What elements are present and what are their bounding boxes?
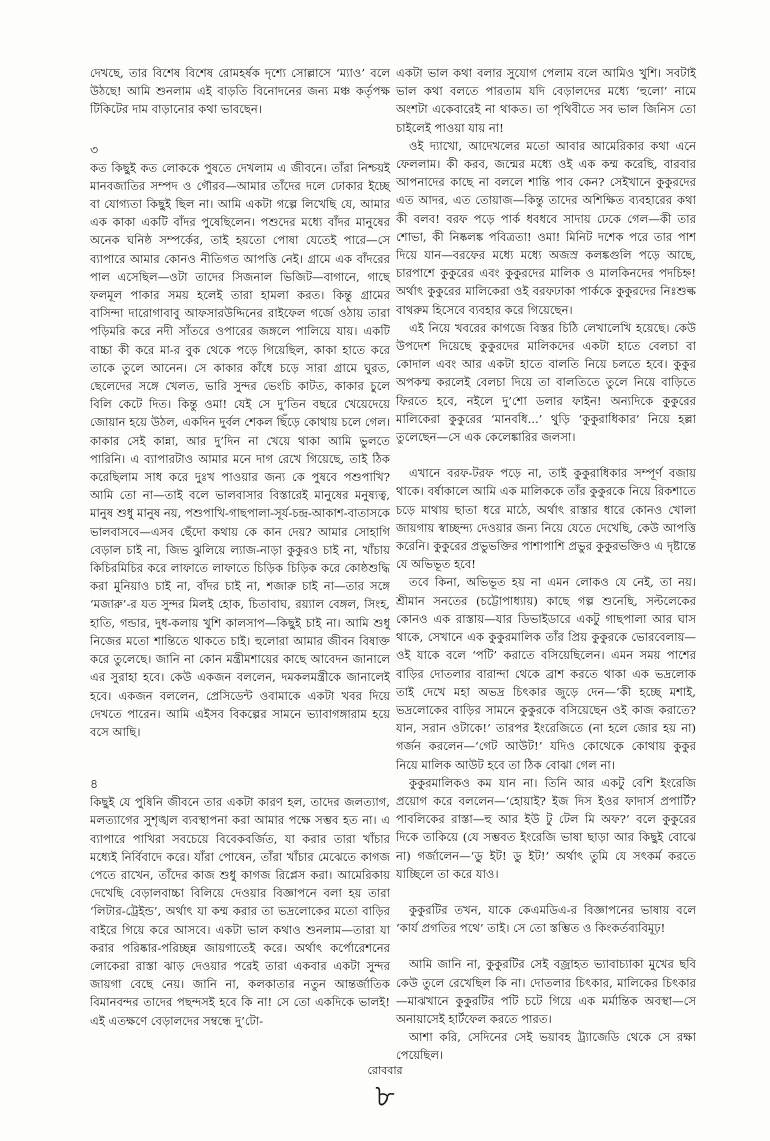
page-footer xyxy=(0,1064,770,1114)
paragraph-1: একটা ভাল কথা বলার সুযোগ পেলাম বলে আমিও খুশি। সবটাই ভাল কথা বলতে পারতাম যদি বেড়ালদের মধ্যে ‘হুলো’ নামে অংশটা একেবারেই না থাকত। তা পৃথিবীতে সব ভাল জিনিস তো চাইলেই পাওয়া যায় না! xyxy=(396,66,696,135)
publication-name: রোববার xyxy=(367,1064,403,1077)
section-3-paragraph: কত কিছুই কত লোককে পুষতে দেখলাম এ জীবনে। তাঁরা নিশ্চয়ই মানবজাতির সম্পদ ও গৌরব—আমার তাঁদের দলে ঢোকার ইচ্ছে বা যোগ্যতা কিছুই ছিল না। আমি একটা গল্পে লিখেছি যে, আমার এক কাকা একটি বাঁদর পুষেছিলেন। পশুদের মধ্যে বাঁদর মানুষের অনেক ঘনিষ্ঠ সম্পর্কের, তাই হয়তো পোষা যেতেই পারে—সে ব্যাপারে আমার কোনও নীতিগত আপত্তি নেই। গ্রামে এক বাঁদরের পাল এসেছিল—ওটা তাদের সিজনাল ভিজিট—বাগানে, গাছে ফলমূল পাকার সময় হলেই তারা হামলা করত। কিন্তু গ্রামের বাসিন্দা দারোগাবাবু আফসারউদ্দিনের রাইফেল গর্জে ওঠায় তারা পড়িমরি করে নদী সাঁতরে ওপারের জঙ্গলে পালিয়ে যায়। একটি বাচ্চা কী করে মা-র বুক থেকে পড়ে গিয়েছিল, কাকা হাতে করে তাকে তুলে আনেন। সে কাকার কাঁধে চড়ে সারা গ্রামে ঘুরত, ছেলেদের সঙ্গে খেলত, ভারি সুন্দর ভেংচি কাটত, কাকার চুলে বিলি কেটে দিত। কিন্তু ওমা! যেই সে দু’তিন বছরে খেয়েদেয়ে জোয়ান হয়ে উঠল, একদিন দুর্বল শেকল ছিঁড়ে কোথায় চলে গেল। কাকার সেই কান্না, আর দু’দিন না খেয়ে থাকা আমি ভুলতে পারিনি। এ ব্যাপারটাও আমার মনে দাগ রেখে গিয়েছে, তাই ঠিক করেছিলাম সাধ করে দুঃখ পাওয়ার জন্য কে পুষবে পশুপাখি? আমি তো না—তাই বলে ভালবাসার বিস্তারেই মানুষের মনুষ্যত্ব, মানুষ শুধু মানুষ নয়, পশুপাখি-গাছপালা-সূর্য-চন্দ্র-আকাশ-বাতাসকে ভালবাসবে—এসব ছেঁদো কথায় কে কান দেয়? আমার সোহাগি বেড়াল চাই না, জিভ ঝুলিয়ে ল্যাজ-নাড়া কুকুরও চাই না, খাঁচায় কিচিরমিচির করে লাফাতে লাফাতে চিড়িক চিড়িক করে কোষ্ঠশুদ্ধি করা মুনিয়াও চাই না, বাঁদর চাই না, শজারু চাই না—তার সঙ্গে ‘মজারু’-র যত সুন্দর মিলই হোক, চিতাবাঘ, রয়্যাল বেঙ্গল, সিংহ, হাতি, গন্ডার, দুধ-কলায় খুশি কালসাপ—কিছুই চাই না। আমি শুধু নিজের মতো শান্তিতে থাকতে চাই। হুলোরা আমার জীবন বিষাক্ত করে তুলেছে। জানি না কোন মন্ত্রীমশায়ের কাছে আবেদন জানালে এর সুরাহা হবে। কেউ একজন বললেন, দমকলমন্ত্রীকে জানালেই হবে। একজন বললেন, প্রেসিডেন্ট ওবামাকে একটা খবর দিয়ে দেখতে পারেন। আমি এইসব বিকল্পের সামনে ভ্যাবাগঙ্গারাম হয়ে বসে আছি। xyxy=(90,160,390,739)
paragraph-8: আমি জানি না, কুকুরটির সেই বজ্রাহত ভ্যাবাচ্যাকা মুখের ছবি কেউ তুলে রেখেছিল কি না। দোতলার চিৎকার, মালিকের চিৎকার—মাঝখানে কুকুরটির পটি চটে গিয়ে এক মর্মান্তিক অবস্থা—সে অনায়াসেই হার্টফেল করতে পারত। xyxy=(396,957,696,1026)
section-number-4: ৪ xyxy=(90,776,99,792)
paragraph-6: কুকুরমালিকও কম যান না। তিনি আর একটু বেশি ইংরেজি প্রয়োগ করে বললেন—‘হোয়াই? ইজ দিস ইওর ফাদার্স প্রপার্টি? পাবলিকের রাস্তা—হু আর ইউ টু টেল মি অফ?’ বলে কুকুরের দিকে তাকিয়ে (যে সম্ভবত ইংরেজি ভাষা ছাড়া আর কিছুই বোঝে না) গর্জালেন—‘ডু ইট! ডু ইট!’ অর্থাৎ তুমি যে সৎকর্ম করতে যাচ্ছিলে তা করে যাও। xyxy=(396,775,696,881)
paragraph-9: আশা করি, সেদিনের সেই ভয়াবহ ট্র্যাজেডি থেকে সে রক্ষা পেয়েছিল। xyxy=(396,1030,696,1063)
left-column xyxy=(90,64,390,1030)
right-column xyxy=(396,64,696,1065)
page-number: ৮ xyxy=(375,1079,395,1114)
section-4-paragraph: কিছুই যে পুষিনি জীবনে তার একটা কারণ হল, তাদের জলত্যাগ, মলত্যাগের সুশৃঙ্খল ব্যবস্থাপনা করা আমার পক্ষে সম্ভব হত না। এ ব্যাপারে পাখিরা সবচেয়ে বিবেকবর্জিত, যা করার তারা খাঁচার মধ্যেই নির্বিবাদে করে। যাঁরা পোষেন, তাঁরা খাঁচার মেঝেতে কাগজ পেতে রাখেন, তাঁদের কাজ শুধু কাগজ রিপ্লেস করা। আমেরিকায় দেখেছি বেড়ালবাচ্চা বিলিয়ে দেওয়ার বিজ্ঞাপনে বলা হয় তারা ‘লিটার-ট্রেইন্ড’, অর্থাৎ যা কম্ম করার তা ভদ্রলোকের মতো বাড়ির বাইরে গিয়ে করে আসবে। একটা ভাল কথাও শুনলাম—তারা যা করার পরিষ্কার-পরিচ্ছন্ন জায়গাতেই করে। অর্থাৎ কর্পোরেশনের লোকেরা রাস্তা ঝাড় দেওয়ার পরেই তারা একবার একটা সুন্দর জায়গা বেছে নেয়। জানি না, কলকাতার নতুন আন্তর্জাতিক বিমানবন্দর তাদের পছন্দসই হবে কি না! সে তো একদিকে ভালই! এই এতক্ষণে বেড়ালদের সম্বন্ধে দু’টো- xyxy=(90,795,390,1028)
intro-paragraph: দেখছে, তার বিশেষ বিশেষ রোমহর্ষক দৃশ্যে সোল্লাসে ‘ম্যাও’ বলে উঠছে! আমি শুনলাম এই বাড়তি বিনোদনের জন্য মঞ্চ কর্তৃপক্ষ টিকিটের দাম বাড়ানোর কথা ভাবছেন। xyxy=(90,66,390,117)
paragraph-7: কুকুরটির তখন, যাকে কেএমডিএ-র বিজ্ঞাপনের ভাষায় বলে ‘কার্য প্রগতির পথে’ তাই। সে তো স্তম্ভিত ও কিংকর্তব্যবিমূঢ়! xyxy=(396,902,696,936)
paragraph-5: তবে কিনা, অভিভূত হয় না এমন লোকও যে নেই, তা নয়। শ্রীমান সনতের (চট্টোপাধ্যায়) কাছে গল্প শুনেছি, সল্টলেকের কোনও এক রাস্তায়—যার ডিভাইডারে একটু গাছপালা আর ঘাস থাকে, সেখানে এক কুকুরমালিক তাঁর প্রিয় কুকুরকে ভোরবেলায়—ওই যাকে বলে ‘পটি’ করাতে বসিয়েছিলেন। এমন সময় পাশের বাড়ির দোতলার বারান্দা থেকে ব্রাশ করতে থাকা এক ভদ্রলোক তাই দেখে মহা অভদ্র চিৎকার জুড়ে দেন—‘কী হচ্ছে মশাই, ভদ্রলোকের বাড়ির সামনে কুকুরকে বসিয়েছেন ওই কাজ করাতে? যান, সরান ওটাকে!’ তারপর ইংরেজিতে (না হলে জোর হয় না) গর্জন করলেন—‘গেট আউট!’ যদিও কোথেকে কোথায় কুকুর নিয়ে মালিক আউট হবে তা ঠিক বোঝা গেল না। xyxy=(396,575,696,772)
paragraph-4: এখানে বরফ-টরফ পড়ে না, তাই কুকুরাধিকার সম্পূর্ণ বজায় থাকে। বর্ষাকালে আমি এক মালিককে তাঁর কুকুরকে নিয়ে রিকশাতে চড়ে মাথায় ছাতা ধরে মাঠে, অর্থাৎ রাস্তার ধারে কোনও খোলা জায়গায় স্বাচ্ছন্দ্য দেওয়ার জন্য নিয়ে যেতে দেখেছি, কেউ আপত্তি করেনি। কুকুরের প্রভুভক্তির পাশাপাশি প্রভুর কুকুরভক্তিও এ দৃষ্টান্তে যে অভিভূত হবে! xyxy=(396,466,696,572)
paragraph-3: এই নিয়ে খবরের কাগজে বিস্তর চিঠি লেখালেখি হয়েছে। কেউ উপদেশ দিয়েছে কুকুরদের মালিকদের একটা হাতে বেলচা বা কোদাল এবং আর একটা হাতে বালতি নিয়ে চলতে হবে। কুকুর অপকম্ম করলেই বেলচা দিয়ে তা বালতিতে তুলে নিয়ে বাড়িতে ফিরতে হবে, নইলে দু’শো ডলার ফাইন! অন্যদিকে কুকুরের মালিকেরা কুকুরের ‘মানবধি...’ থুড়ি ‘কুকুরাধিকার’ নিয়ে হল্লা তুলেছেন—সে এক কেলেঙ্কারির জলসা। xyxy=(396,320,696,445)
paragraph-2: ওই দ্যাখো, আদেখলের মতো আবার আমেরিকার কথা এনে ফেললাম। কী করব, জন্মের মধ্যে ওই এক কম্ম করেছি, বারবার আপনাদের কাছে না বললে শান্তি পাব কেন? সেইখানে কুকুরদের এত আদর, এত তোয়াজ—কিন্তু তাদের অশিক্ষিত ব্যবহারের কথা কী বলব! বরফ পড়ে পার্ক ধবধবে সাদায় ঢেকে গেল—কী তার শোভা, কী নিষ্কলঙ্ক পবিত্রতা! ওমা! মিনিট দশেক পরে তার পাশ দিয়ে যান—বরফের মধ্যে মধ্যে অজস্র কলঙ্কগুলি পড়ে আছে, চারপাশে কুকুরের এবং কুকুরদের মালিক ও মালকিনদের পদচিহ্ন! অর্থাৎ কুকুরের মালিকেরা ওই বরফঢাকা পার্ককে কুকুরদের নিঃশুল্ক বাথরুম হিসেবে ব্যবহার করে গিয়েছেন। xyxy=(396,138,696,317)
section-number-3: ৩ xyxy=(90,141,99,157)
